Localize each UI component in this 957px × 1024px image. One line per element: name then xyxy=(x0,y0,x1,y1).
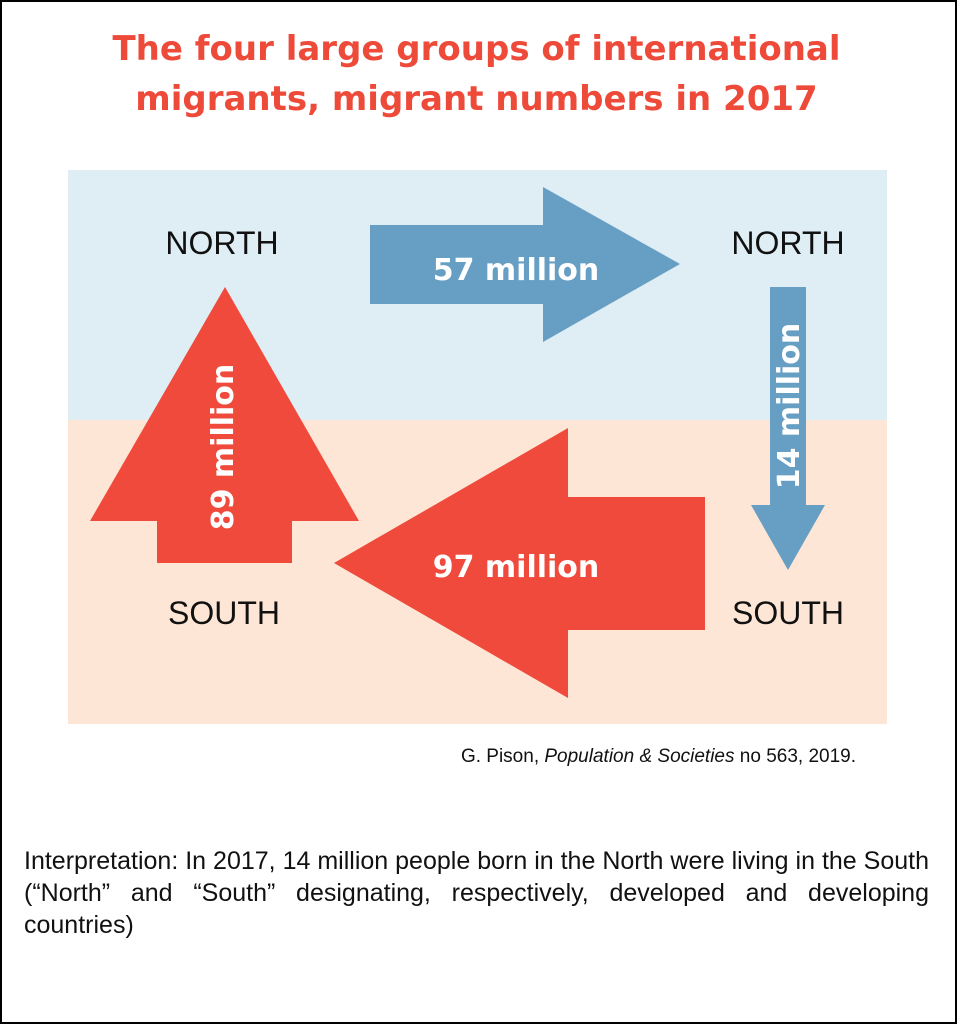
north-left-label: NORTH xyxy=(165,225,279,261)
source-citation xyxy=(0,746,856,768)
source-details: no 563, 2019. xyxy=(734,746,856,767)
source-author: G. Pison, xyxy=(460,746,545,767)
south-right-label: SOUTH xyxy=(732,595,844,631)
source-journal: Population & Societies xyxy=(544,746,735,767)
south-left-label: SOUTH xyxy=(168,595,280,631)
title-line-1: The four large groups of international xyxy=(112,29,841,69)
north-to-south-label: 14 million xyxy=(772,322,807,490)
title-line-2: migrants, migrant numbers in 2017 xyxy=(135,79,818,119)
interpretation-text: Interpretation: In 2017, 14 million people born in the North were living in the South (“North” and “South” designating, respectively, developed and developing countries) xyxy=(24,847,929,939)
north-to-north-label: 57 million xyxy=(432,253,600,288)
south-to-south-label: 97 million xyxy=(432,550,600,585)
north-right-label: NORTH xyxy=(731,225,845,261)
south-to-north-label: 89 million xyxy=(206,363,241,531)
